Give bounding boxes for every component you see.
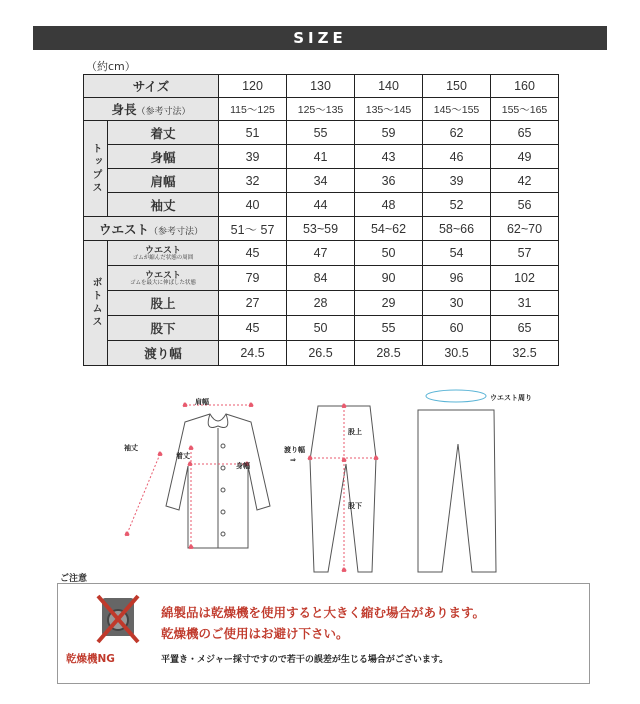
table-cell: 54~62	[355, 217, 423, 241]
row-label: 股上	[108, 291, 219, 316]
note-box	[57, 583, 590, 684]
diagram-svg	[0, 388, 640, 578]
size-table	[83, 74, 559, 366]
table-cell: 135〜145	[355, 98, 423, 121]
bottoms-group-label: ボトムス	[84, 241, 108, 366]
table-cell: 43	[355, 145, 423, 169]
table-cell: 34	[287, 169, 355, 193]
unit-label: （約cm）	[86, 60, 136, 73]
measurement-diagrams	[0, 388, 640, 578]
table-cell: 55	[355, 316, 423, 341]
shoulder-label: 肩幅	[195, 398, 209, 406]
dryer-ng-label: 乾燥機NG	[66, 653, 115, 665]
waist-ref-label: ウエスト（参考寸法）	[84, 217, 219, 241]
table-row	[84, 291, 559, 316]
table-cell: 90	[355, 266, 423, 291]
table-cell: 46	[423, 145, 491, 169]
table-cell: 115〜125	[219, 98, 287, 121]
table-row	[84, 169, 559, 193]
table-cell: 44	[287, 193, 355, 217]
size-header-row	[84, 75, 559, 98]
inseam-label: 股下	[348, 502, 362, 510]
table-cell: 102	[491, 266, 559, 291]
length-label: 着丈	[176, 452, 190, 460]
table-row	[84, 193, 559, 217]
size-cell: 120	[219, 75, 287, 98]
height-label: 身長（参考寸法）	[84, 98, 219, 121]
table-cell: 24.5	[219, 341, 287, 366]
table-row	[84, 341, 559, 366]
row-label: 股下	[108, 316, 219, 341]
table-row	[84, 266, 559, 291]
row-label: 渡り幅	[108, 341, 219, 366]
chest-label: 身幅	[236, 462, 250, 470]
table-cell: 65	[491, 121, 559, 145]
table-cell: 56	[491, 193, 559, 217]
table-cell: 28.5	[355, 341, 423, 366]
waist-around-label: ウエスト周り	[490, 394, 532, 402]
table-cell: 84	[287, 266, 355, 291]
note-title: ご注意	[60, 574, 88, 584]
table-cell: 41	[287, 145, 355, 169]
table-cell: 62	[423, 121, 491, 145]
table-cell: 55	[287, 121, 355, 145]
dryer-warning: 綿製品は乾燥機を使用すると大きく縮む場合があります。 乾燥機のご使用はお避け下さい。	[161, 605, 486, 641]
table-cell: 42	[491, 169, 559, 193]
table-cell: 32.5	[491, 341, 559, 366]
row-label: ウエスト ゴムを最大に伸ばした状態	[108, 266, 219, 291]
row-label: 身幅	[108, 145, 219, 169]
sleeve-label: 袖丈	[124, 444, 138, 452]
size-header-label: サイズ	[84, 75, 219, 98]
table-cell: 58~66	[423, 217, 491, 241]
table-cell: 47	[287, 241, 355, 266]
rise-label: 股上	[348, 428, 362, 436]
page-title: SIZE	[33, 26, 607, 50]
table-cell: 51～ 57	[219, 217, 287, 241]
waist-ref-row	[84, 217, 559, 241]
table-cell: 45	[219, 241, 287, 266]
table-cell: 29	[355, 291, 423, 316]
measure-note: 平置き・メジャー採寸ですので若干の誤差が生じる場合がございます。	[161, 655, 449, 665]
table-cell: 27	[219, 291, 287, 316]
table-cell: 59	[355, 121, 423, 145]
row-label: 肩幅	[108, 169, 219, 193]
table-cell: 50	[287, 316, 355, 341]
height-row	[84, 98, 559, 121]
table-cell: 53~59	[287, 217, 355, 241]
pants-side-diagram	[310, 406, 376, 572]
table-cell: 62~70	[491, 217, 559, 241]
table-cell: 145〜155	[423, 98, 491, 121]
table-cell: 125〜135	[287, 98, 355, 121]
row-label: ウエスト ゴムが縮んだ状態の周囲	[108, 241, 219, 266]
size-cell: 140	[355, 75, 423, 98]
table-row	[84, 121, 559, 145]
dryer-ng-icon	[96, 594, 140, 644]
table-cell: 31	[491, 291, 559, 316]
table-row	[84, 316, 559, 341]
table-cell: 96	[423, 266, 491, 291]
table-cell: 51	[219, 121, 287, 145]
table-row	[84, 241, 559, 266]
row-label: 袖丈	[108, 193, 219, 217]
table-cell: 49	[491, 145, 559, 169]
size-cell: 160	[491, 75, 559, 98]
table-cell: 39	[423, 169, 491, 193]
table-cell: 52	[423, 193, 491, 217]
tops-group-label: トップス	[84, 121, 108, 217]
table-cell: 45	[219, 316, 287, 341]
thigh-label: 渡り幅	[284, 446, 305, 454]
table-cell: 57	[491, 241, 559, 266]
table-cell: 36	[355, 169, 423, 193]
table-cell: 30.5	[423, 341, 491, 366]
table-cell: 50	[355, 241, 423, 266]
table-row	[84, 145, 559, 169]
table-cell: 32	[219, 169, 287, 193]
row-label: 着丈	[108, 121, 219, 145]
table-cell: 79	[219, 266, 287, 291]
size-cell: 150	[423, 75, 491, 98]
shirt-measure-lines	[125, 403, 253, 549]
pants-measure-lines	[308, 404, 378, 572]
table-cell: 60	[423, 316, 491, 341]
size-cell: 130	[287, 75, 355, 98]
table-cell: 40	[219, 193, 287, 217]
arrow-icon: ⇒	[290, 456, 296, 464]
table-cell: 54	[423, 241, 491, 266]
table-cell: 28	[287, 291, 355, 316]
table-cell: 30	[423, 291, 491, 316]
shirt-diagram	[166, 414, 270, 548]
table-cell: 65	[491, 316, 559, 341]
table-cell: 39	[219, 145, 287, 169]
table-cell: 26.5	[287, 341, 355, 366]
table-cell: 155〜165	[491, 98, 559, 121]
pants-front-diagram	[418, 390, 496, 572]
table-cell: 48	[355, 193, 423, 217]
